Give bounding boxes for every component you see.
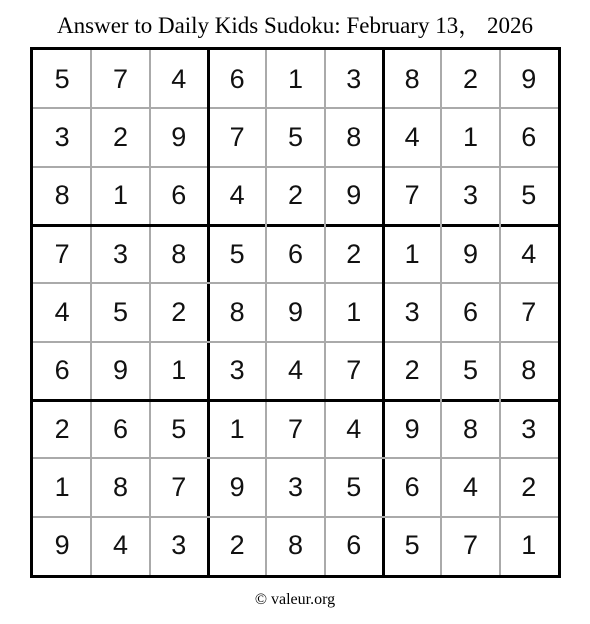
sudoku-cell: 1: [462, 121, 478, 152]
sudoku-cell: 8: [171, 238, 187, 269]
sudoku-cell: 7: [462, 530, 478, 561]
sudoku-cell: 6: [287, 238, 303, 269]
sudoku-cell: 8: [462, 413, 478, 444]
sudoku-cell: 6: [462, 296, 478, 327]
sudoku-cell: 2: [462, 63, 478, 94]
sudoku-cell: 8: [112, 471, 128, 502]
sudoku-cell: 3: [229, 355, 245, 386]
sudoku-cell: 1: [346, 296, 362, 327]
sudoku-cell: 9: [171, 121, 187, 152]
page-title: Answer to Daily Kids Sudoku: February 13， 2026: [57, 13, 533, 38]
sudoku-cell: 7: [521, 296, 537, 327]
sudoku-cell: 9: [462, 238, 478, 269]
sudoku-cell: 3: [346, 63, 362, 94]
sudoku-cell: 4: [462, 471, 478, 502]
sudoku-cell: 7: [404, 180, 420, 211]
sudoku-cell: 4: [287, 355, 303, 386]
sudoku-cell: 6: [171, 180, 187, 211]
sudoku-cell: 3: [521, 413, 537, 444]
sudoku-cell: 2: [54, 413, 70, 444]
sudoku-cell: 1: [404, 238, 420, 269]
sudoku-cell: 4: [54, 296, 70, 327]
sudoku-cell: 7: [229, 121, 245, 152]
sudoku-cell: 1: [54, 471, 70, 502]
sudoku-cell: 9: [229, 471, 245, 502]
copyright-footer: © valeur.org: [254, 591, 336, 608]
sudoku-cell: 3: [112, 238, 128, 269]
sudoku-cell: 8: [521, 355, 537, 386]
sudoku-cell: 1: [521, 530, 537, 561]
sudoku-cell: 8: [346, 121, 362, 152]
sudoku-cell: 9: [112, 355, 128, 386]
sudoku-cell: 9: [404, 413, 420, 444]
sudoku-cell: 9: [346, 180, 362, 211]
sudoku-cell: 5: [521, 180, 537, 211]
sudoku-board: [30, 47, 561, 578]
sudoku-cell: 9: [54, 530, 70, 561]
sudoku-cell: 1: [287, 63, 303, 94]
sudoku-cell: 6: [112, 413, 128, 444]
sudoku-cell: 1: [112, 180, 128, 211]
sudoku-cell: 5: [229, 238, 245, 269]
sudoku-cell: 8: [54, 180, 70, 211]
sudoku-cell: 4: [404, 121, 420, 152]
sudoku-cell: 2: [287, 180, 303, 211]
sudoku-grid: [33, 50, 558, 575]
sudoku-cell: 6: [346, 530, 362, 561]
sudoku-cell: 5: [112, 296, 128, 327]
sudoku-cell: 6: [229, 63, 245, 94]
sudoku-cell: 2: [229, 530, 245, 561]
sudoku-cell: 7: [346, 355, 362, 386]
sudoku-cell: 5: [346, 471, 362, 502]
sudoku-cell: 4: [229, 180, 245, 211]
sudoku-cell: 3: [287, 471, 303, 502]
sudoku-cell: 1: [171, 355, 187, 386]
sudoku-cell: 4: [112, 530, 128, 561]
sudoku-cell: 3: [54, 121, 70, 152]
sudoku-cell: 7: [54, 238, 70, 269]
sudoku-cell: 7: [287, 413, 303, 444]
sudoku-cell: 8: [404, 63, 420, 94]
sudoku-cell: 5: [287, 121, 303, 152]
sudoku-cell: 2: [521, 471, 537, 502]
sudoku-cell: 1: [229, 413, 245, 444]
sudoku-cell: 5: [462, 355, 478, 386]
sudoku-cell: 2: [112, 121, 128, 152]
sudoku-cell: 8: [229, 296, 245, 327]
sudoku-cell: 6: [521, 121, 537, 152]
sudoku-cell: 7: [112, 63, 128, 94]
sudoku-cell: 2: [171, 296, 187, 327]
sudoku-cell: 9: [521, 63, 537, 94]
sudoku-cell: 4: [171, 63, 187, 94]
sudoku-cell: 7: [171, 471, 187, 502]
sudoku-cell: 3: [171, 530, 187, 561]
sudoku-cell: 2: [346, 238, 362, 269]
sudoku-cell: 5: [404, 530, 420, 561]
sudoku-cell: 8: [287, 530, 303, 561]
sudoku-cell: 2: [404, 355, 420, 386]
sudoku-cell: 5: [171, 413, 187, 444]
sudoku-cell: 4: [346, 413, 362, 444]
sudoku-cell: 5: [54, 63, 70, 94]
sudoku-cell: 3: [462, 180, 478, 211]
sudoku-cell: 4: [521, 238, 537, 269]
sudoku-cell: 6: [404, 471, 420, 502]
sudoku-cell: 9: [287, 296, 303, 327]
sudoku-cell: 3: [404, 296, 420, 327]
sudoku-cell: 6: [54, 355, 70, 386]
